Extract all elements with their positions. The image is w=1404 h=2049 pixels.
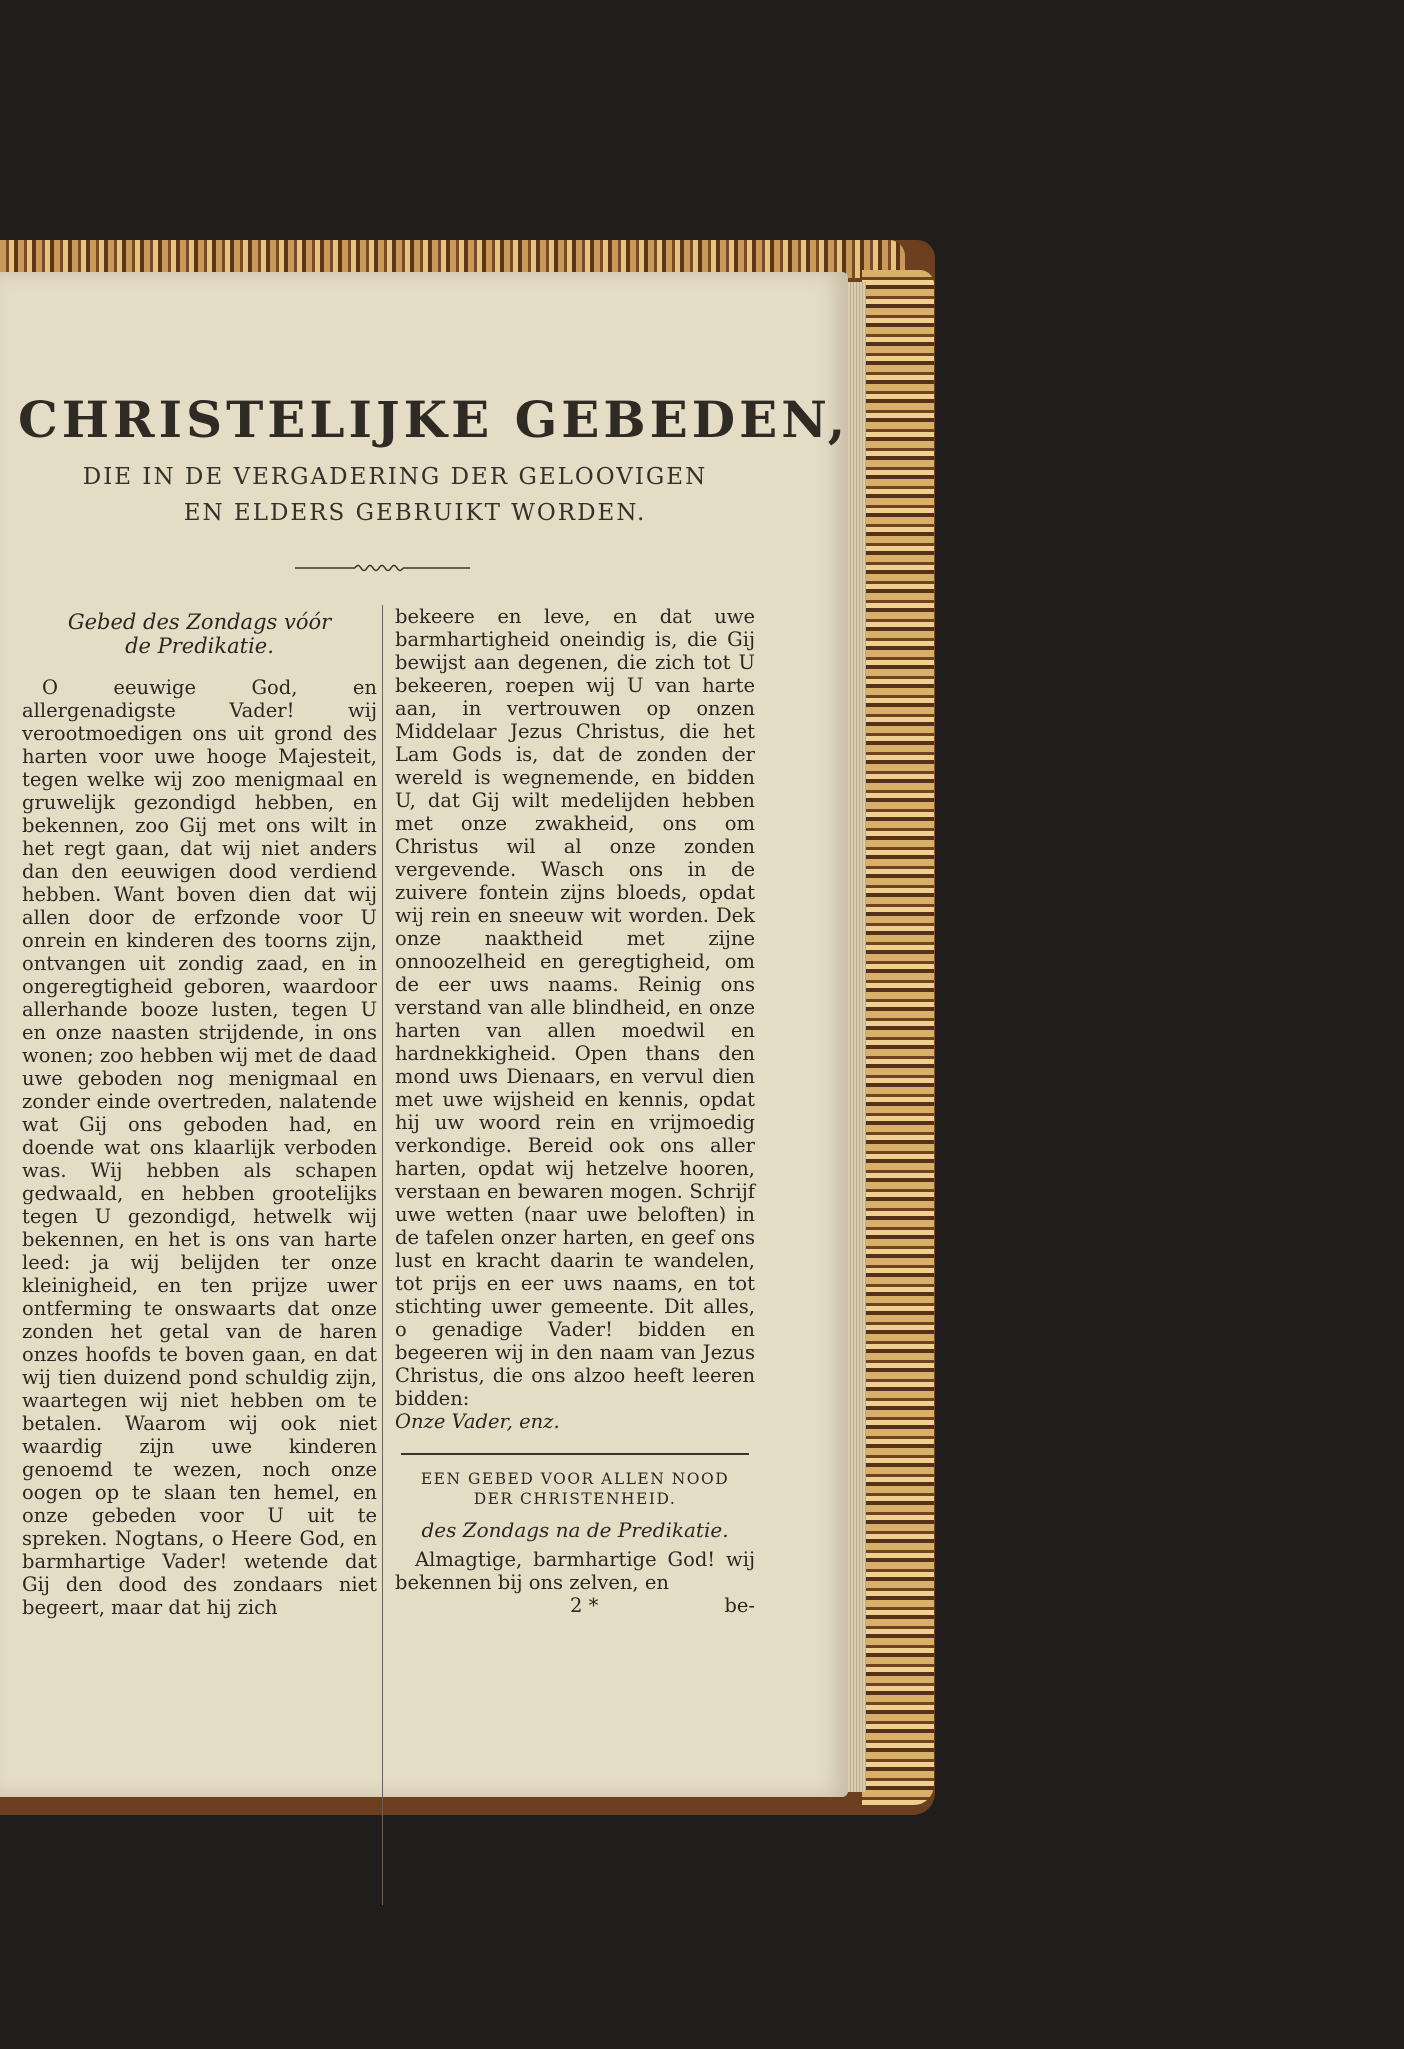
section-heading: EEN GEBED VOOR ALLEN NOOD DER CHRISTENHEID. xyxy=(420,1470,730,1508)
ornament-divider xyxy=(295,562,470,572)
left-column xyxy=(22,610,377,1619)
section-rule xyxy=(401,1453,749,1455)
gilt-fore-edge xyxy=(862,270,934,1805)
column-divider xyxy=(382,605,383,1905)
page-title: CHRISTELIJKE GEBEDEN, xyxy=(18,390,850,449)
closing-line: Onze Vader, enz. xyxy=(395,1410,560,1433)
page-footer xyxy=(395,1594,755,1617)
catchword: be- xyxy=(724,1594,755,1617)
book-page xyxy=(0,272,848,1797)
prayer-body-right: bekeere en leve, en dat uwe barmhartigheid oneindig is, die Gij bewijst aan degenen, die zich tot U bekeeren, roepen wij U van harte aan, in vertrouwen op onzen Middelaar Jezus Christus, die het Lam Gods is, dat de zonden der wereld is wegnemende, en bidden U, dat Gij wilt medelijden hebben met onze zwakheid, ons om Christus wil al onze zonden vergevende. Wasch ons in de zuivere fontein zijns bloeds, opdat wij rein en sneeuw wit worden. Dek onze naaktheid met zijne onnoozelheid en geregtigheid, om de eer uws naams. Reinig ons verstand van alle blindheid, en onze harten van allen moedwil en hardnekkigheid. Open thans den mond uws Dienaars, en vervul dien met uwe wijsheid en kennis, opdat hij uw woord rein en vrijmoedig verkondige. Bereid ook ons aller harten, opdat wij hetzelve hooren, verstaan en bewaren mogen. Schrijf uwe wetten (naar uwe beloften) in de tafelen onzer harten, en geef ons lust en kracht daarin te wandelen, tot prijs en eer uws naams, en tot stichting uwer gemeente. Dit alles, o genadige Vader! bidden en begeeren wij in den naam van Jezus Christus, die ons alzoo heeft leeren bidden: xyxy=(395,605,755,1410)
section-body: Almagtige, barmhartige God! wij bekennen bij ons zelven, en xyxy=(395,1548,755,1594)
page-signature: 2 * xyxy=(570,1594,599,1617)
right-column xyxy=(395,605,755,1617)
prayer-heading: Gebed des Zondags vóór de Predikatie. xyxy=(67,610,332,658)
section-subheading: des Zondags na de Predikatie. xyxy=(421,1518,729,1542)
page-subtitle-line1: DIE IN DE VERGADERING DER GELOOVIGEN xyxy=(82,464,708,490)
prayer-body-left: O eeuwige God, en allergenadigste Vader! wij verootmoedigen ons uit grond des harten voor uwe hooge Majesteit, tegen welke wij zoo menigmaal en gruwelijk gezondigd hebben, en bekennen, zoo Gij met ons wilt in het regt gaan, dat wij niet anders dan den eeuwigen dood verdiend hebben. Want boven dien dat wij allen door de erfzonde voor U onrein en kinderen des toorns zijn, ontvangen uit zondig zaad, en in ongeregtigheid geboren, waardoor allerhande booze lusten, tegen U en onze naasten strijdende, in ons wonen; zoo hebben wij met de daad uwe geboden nog menigmaal en zonder einde overtreden, nalatende wat Gij ons geboden had, en doende wat ons klaarlijk verboden was. Wij hebben als schapen gedwaald, en hebben grootelijks tegen U gezondigd, hetwelk wij bekennen, en het is ons van harte leed: ja wij belijden ter onze kleinigheid, en ten prijze uwer ontferming te onswaarts dat onze zonden het getal van de haren onzes hoofds te boven gaan, en dat wij tien duizend pond schuldig zijn, waartegen wij niet hebben om te betalen. Waarom wij ook niet waardig zijn uwe kinderen genoemd te wezen, noch onze oogen op te slaan ten hemel, en onze gebeden voor U uit te spreken. Nogtans, o Heere God, en barmhartige Vader! wetende dat Gij den dood des zondaars niet begeert, maar dat hij zich xyxy=(22,676,377,1619)
page-subtitle-line2: EN ELDERS GEBRUIKT WORDEN. xyxy=(183,500,647,526)
